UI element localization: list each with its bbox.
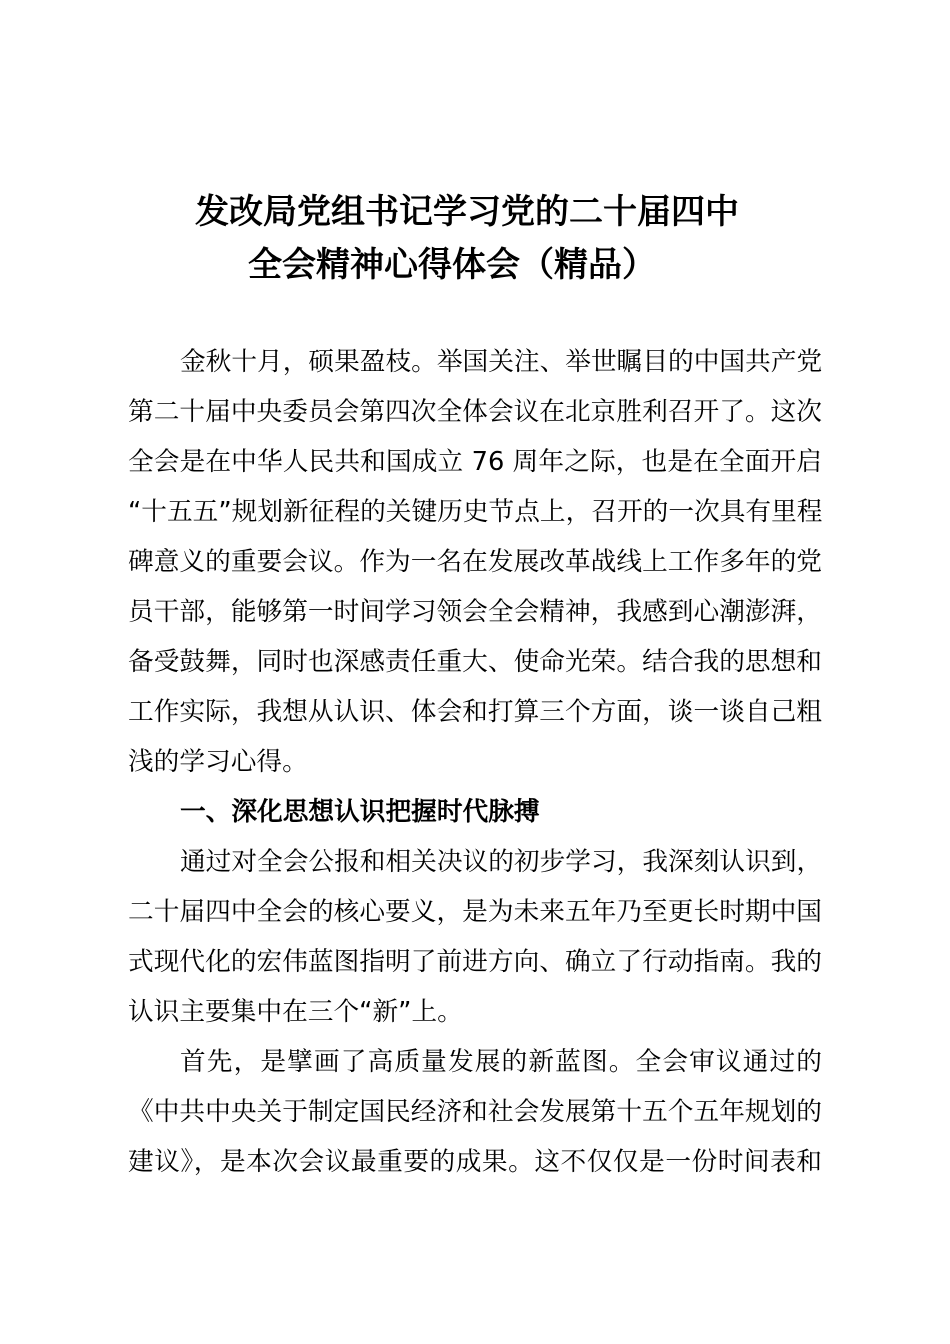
paragraph-line: 全会是在中华人民共和国成立 76 周年之际，也是在全面开启 [128,447,822,477]
paragraph-line: 建议》，是本次会议最重要的成果。这不仅仅是一份时间表和 [128,1147,822,1177]
section-heading: 一、深化思想认识把握时代脉搏 [180,797,540,827]
paragraph-line: 工作实际，我想从认识、体会和打算三个方面，谈一谈自己粗 [128,697,822,727]
paragraph-line: 碑意义的重要会议。作为一名在发展改革战线上工作多年的党 [128,547,822,577]
document-title-line-2: 全会精神心得体会（精品） [248,245,656,285]
paragraph-line: 《中共中央关于制定国民经济和社会发展第十五个五年规划的 [128,1097,822,1127]
paragraph-line: 金秋十月，硕果盈枝。举国关注、举世瞩目的中国共产党 [180,347,823,377]
paragraph-line: 首先，是擘画了高质量发展的新蓝图。全会审议通过的 [180,1047,822,1077]
document-title-line-1: 发改局党组书记学习党的二十届四中 [195,192,739,232]
paragraph-line: 式现代化的宏伟蓝图指明了前进方向、确立了行动指南。我的 [128,947,822,977]
paragraph-line: 第二十届中央委员会第四次全体会议在北京胜利召开了。这次 [128,397,822,427]
paragraph-line: “十五五”规划新征程的关键历史节点上，召开的一次具有里程 [128,497,823,527]
paragraph-line: 备受鼓舞，同时也深感责任重大、使命光荣。结合我的思想和 [128,647,822,677]
paragraph-line: 二十届四中全会的核心要义，是为未来五年乃至更长时期中国 [128,897,822,927]
paragraph-line: 认识主要集中在三个“新”上。 [128,997,463,1027]
paragraph-line: 通过对全会公报和相关决议的初步学习，我深刻认识到， [180,847,823,877]
paragraph-line: 员干部，能够第一时间学习领会全会精神，我感到心潮澎湃， [128,597,822,627]
paragraph-line: 浅的学习心得。 [128,747,308,777]
